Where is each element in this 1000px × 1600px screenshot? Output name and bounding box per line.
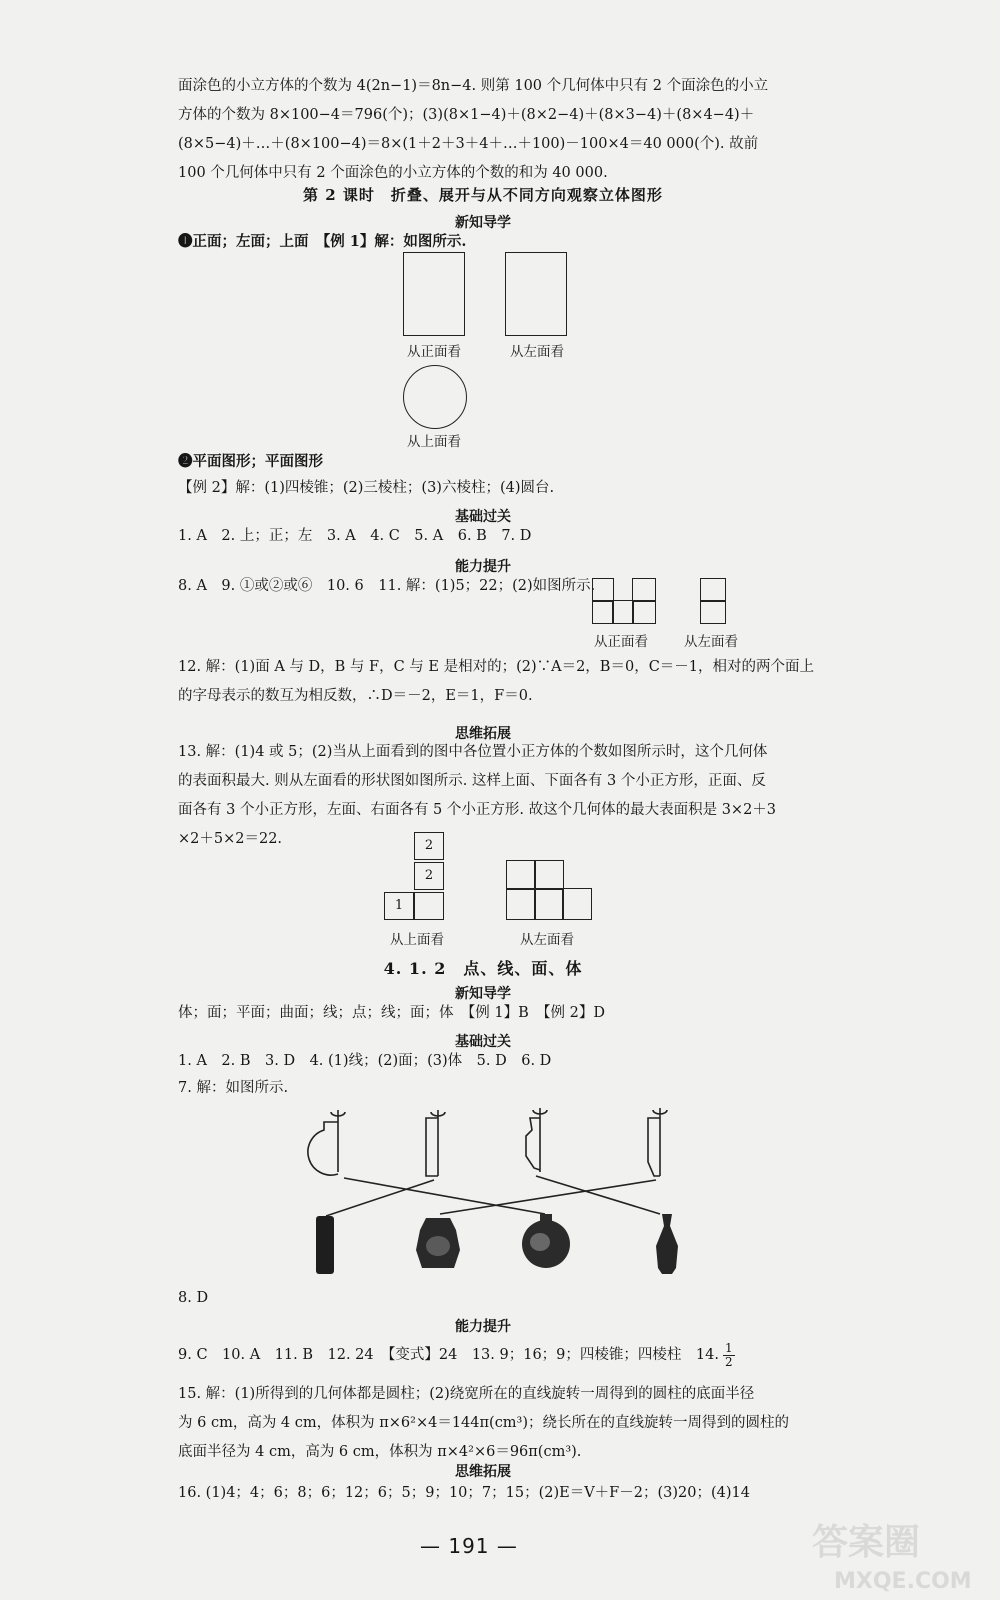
question-15 <box>178 1380 788 1467</box>
question-13 <box>178 738 788 854</box>
question-8-line: 8. D <box>178 1290 209 1306</box>
text-line: 面各有 3 个小正方形，左面、右面各有 5 个小正方形. 故这个几何体的最大表面积是 3×2＋3 <box>178 802 777 818</box>
grid-cell-count: 2 <box>414 832 444 860</box>
answers-xinzhi: 体；面；平面；曲面；线；点；线；面；体 【例 1】B 【例 2】D <box>178 1005 605 1021</box>
watermark-chars: 答案圈 <box>812 1522 921 1563</box>
grid-cell <box>700 600 726 624</box>
jar-pattern <box>426 1236 450 1256</box>
text-line: 的表面积最大. 则从左面看的形状图如图所示. 这样上面、下面各有 3 个小正方形，正面、反 <box>178 773 766 789</box>
text-line: 为 6 cm，高为 4 cm，体积为 π×6²×4＝144π(cm³)；绕长所在的直线旋转一周得到的圆柱的 <box>178 1415 790 1431</box>
grid-cell <box>414 892 444 920</box>
grid-cell <box>534 888 564 920</box>
grid-cell-count: 1 <box>384 892 414 920</box>
text-line: ×2＋5×2＝22. <box>178 831 283 847</box>
vase-solid <box>656 1214 678 1274</box>
heading-nengli: 能力提升 <box>455 559 511 575</box>
grid-cell <box>592 578 614 602</box>
caption-front-view: 从正面看 <box>407 344 461 360</box>
text-line: (8×5−4)＋…＋(8×100−4)＝8×(1＋2＋3＋4＋…＋100)－100×4＝40 000(个). 故前 <box>178 136 759 152</box>
answers-jichu: 1. A 2. B 3. D 4. (1)线；(2)面；(3)体 5. D 6. D <box>178 1053 552 1069</box>
heading-siwei: 思维拓展 <box>455 726 511 742</box>
grid-cell <box>612 600 634 624</box>
fraction-one-half <box>723 1342 735 1369</box>
vase-profile-shape <box>526 1118 540 1170</box>
heading-jichu: 基础过关 <box>455 1034 511 1050</box>
fraction-numerator: 1 <box>724 1340 733 1355</box>
cylinder-solid <box>316 1216 334 1274</box>
fraction-denominator: 2 <box>724 1354 733 1369</box>
heading-xinzhi: 新知导学 <box>455 215 511 231</box>
text-line: 13. 解：(1)4 或 5；(2)当从上面看到的图中各位置小正方体的个数如图所示时，这个几何体 <box>178 744 768 760</box>
text-line: 12. 解：(1)面 A 与 D，B 与 F，C 与 E 是相对的；(2)∵A＝2，B＝0，C＝－1，相对的两个面上 <box>178 659 815 675</box>
answers-nengli: 8. A 9. ①或②或⑥ 10. 6 11. 解：(1)5；22；(2)如图所示. <box>178 578 596 594</box>
answers-text: 9. C 10. A 11. B 12. 24 【变式】24 13. 9；16；9；四棱锥；四棱柱 14. <box>178 1347 719 1363</box>
paragraph-previous-answer <box>178 72 788 188</box>
heading-nengli: 能力提升 <box>455 1319 511 1335</box>
front-view-rectangle <box>403 252 465 336</box>
page-number: — 191 — <box>420 1534 518 1558</box>
text-line: 的字母表示的数互为相反数，∴D＝－2，E＝1，F＝0. <box>178 688 533 704</box>
answers-nengli <box>178 1341 735 1370</box>
top-view-circle <box>403 365 467 429</box>
rectangle-shape <box>426 1118 438 1176</box>
text-line: 100 个几何体中只有 2 个面涂色的小立方体的个数的和为 40 000. <box>178 165 608 181</box>
caption-left-view: 从左面看 <box>684 634 738 650</box>
connector-line <box>326 1180 434 1216</box>
text-line: 底面半径为 4 cm，高为 6 cm，体积为 π×4²×6＝96π(cm³). <box>178 1444 582 1460</box>
text-line: 15. 解：(1)所得到的几何体都是圆柱；(2)绕宽所在的直线旋转一周得到的圆柱的底面半径 <box>178 1386 755 1402</box>
example-2-line: 【例 2】解：(1)四棱锥；(2)三棱柱；(3)六棱柱；(4)圆台. <box>178 480 555 496</box>
grid-cell <box>632 578 656 602</box>
heading-jichu: 基础过关 <box>455 509 511 525</box>
text-line: 方体的个数为 8×100−4＝796(个)；(3)(8×1−4)＋(8×2−4)＋(8×3−4)＋(8×4−4)＋ <box>178 107 755 123</box>
grid-cell <box>700 578 726 602</box>
section-title: 4. 1. 2 点、线、面、体 <box>383 959 583 978</box>
caption-left-view: 从左面看 <box>520 932 574 948</box>
caption-top-view: 从上面看 <box>390 932 444 948</box>
grid-cell <box>592 600 614 624</box>
question-2-line: ❷平面图形；平面图形 <box>178 453 323 470</box>
grid-cell <box>562 888 592 920</box>
caption-left-view: 从左面看 <box>510 344 564 360</box>
connector-line <box>440 1180 656 1214</box>
grid-cell <box>632 600 656 624</box>
answers-jichu: 1. A 2. 上；正；左 3. A 4. C 5. A 6. B 7. D <box>178 528 532 544</box>
caption-top-view: 从上面看 <box>407 434 461 450</box>
grid-cell <box>534 860 564 890</box>
question-16-line: 16. (1)4；4；6；8；6；12；6；5；9；10；7；15；(2)E＝V＋F－2；(3)20；(4)14 <box>178 1485 750 1501</box>
grid-cell <box>506 860 536 890</box>
connector-line <box>344 1178 545 1214</box>
heading-xinzhi: 新知导学 <box>455 986 511 1002</box>
watermark-url: MXQE.COM <box>834 1569 972 1594</box>
round-pot-neck <box>540 1214 552 1222</box>
semicircle-shape <box>308 1122 338 1175</box>
left-view-rectangle <box>505 252 567 336</box>
trapezoid-shape <box>648 1118 660 1176</box>
round-pot-highlight <box>530 1233 550 1251</box>
question-1-line: ❶正面；左面；上面 【例 1】解：如图所示. <box>178 233 467 250</box>
rotation-matching-figure <box>300 1096 720 1296</box>
grid-cell-count: 2 <box>414 862 444 890</box>
question-7-line: 7. 解：如图所示. <box>178 1080 289 1096</box>
lesson-title: 第 2 课时 折叠、展开与从不同方向观察立体图形 <box>303 186 663 204</box>
caption-front-view: 从正面看 <box>594 634 648 650</box>
question-12 <box>178 653 815 711</box>
heading-siwei: 思维拓展 <box>455 1464 511 1480</box>
grid-cell <box>506 888 536 920</box>
watermark-logo <box>808 1512 986 1594</box>
text-line: 面涂色的小立方体的个数为 4(2n−1)＝8n−4. 则第 100 个几何体中只有 2 个面涂色的小立 <box>178 78 769 94</box>
